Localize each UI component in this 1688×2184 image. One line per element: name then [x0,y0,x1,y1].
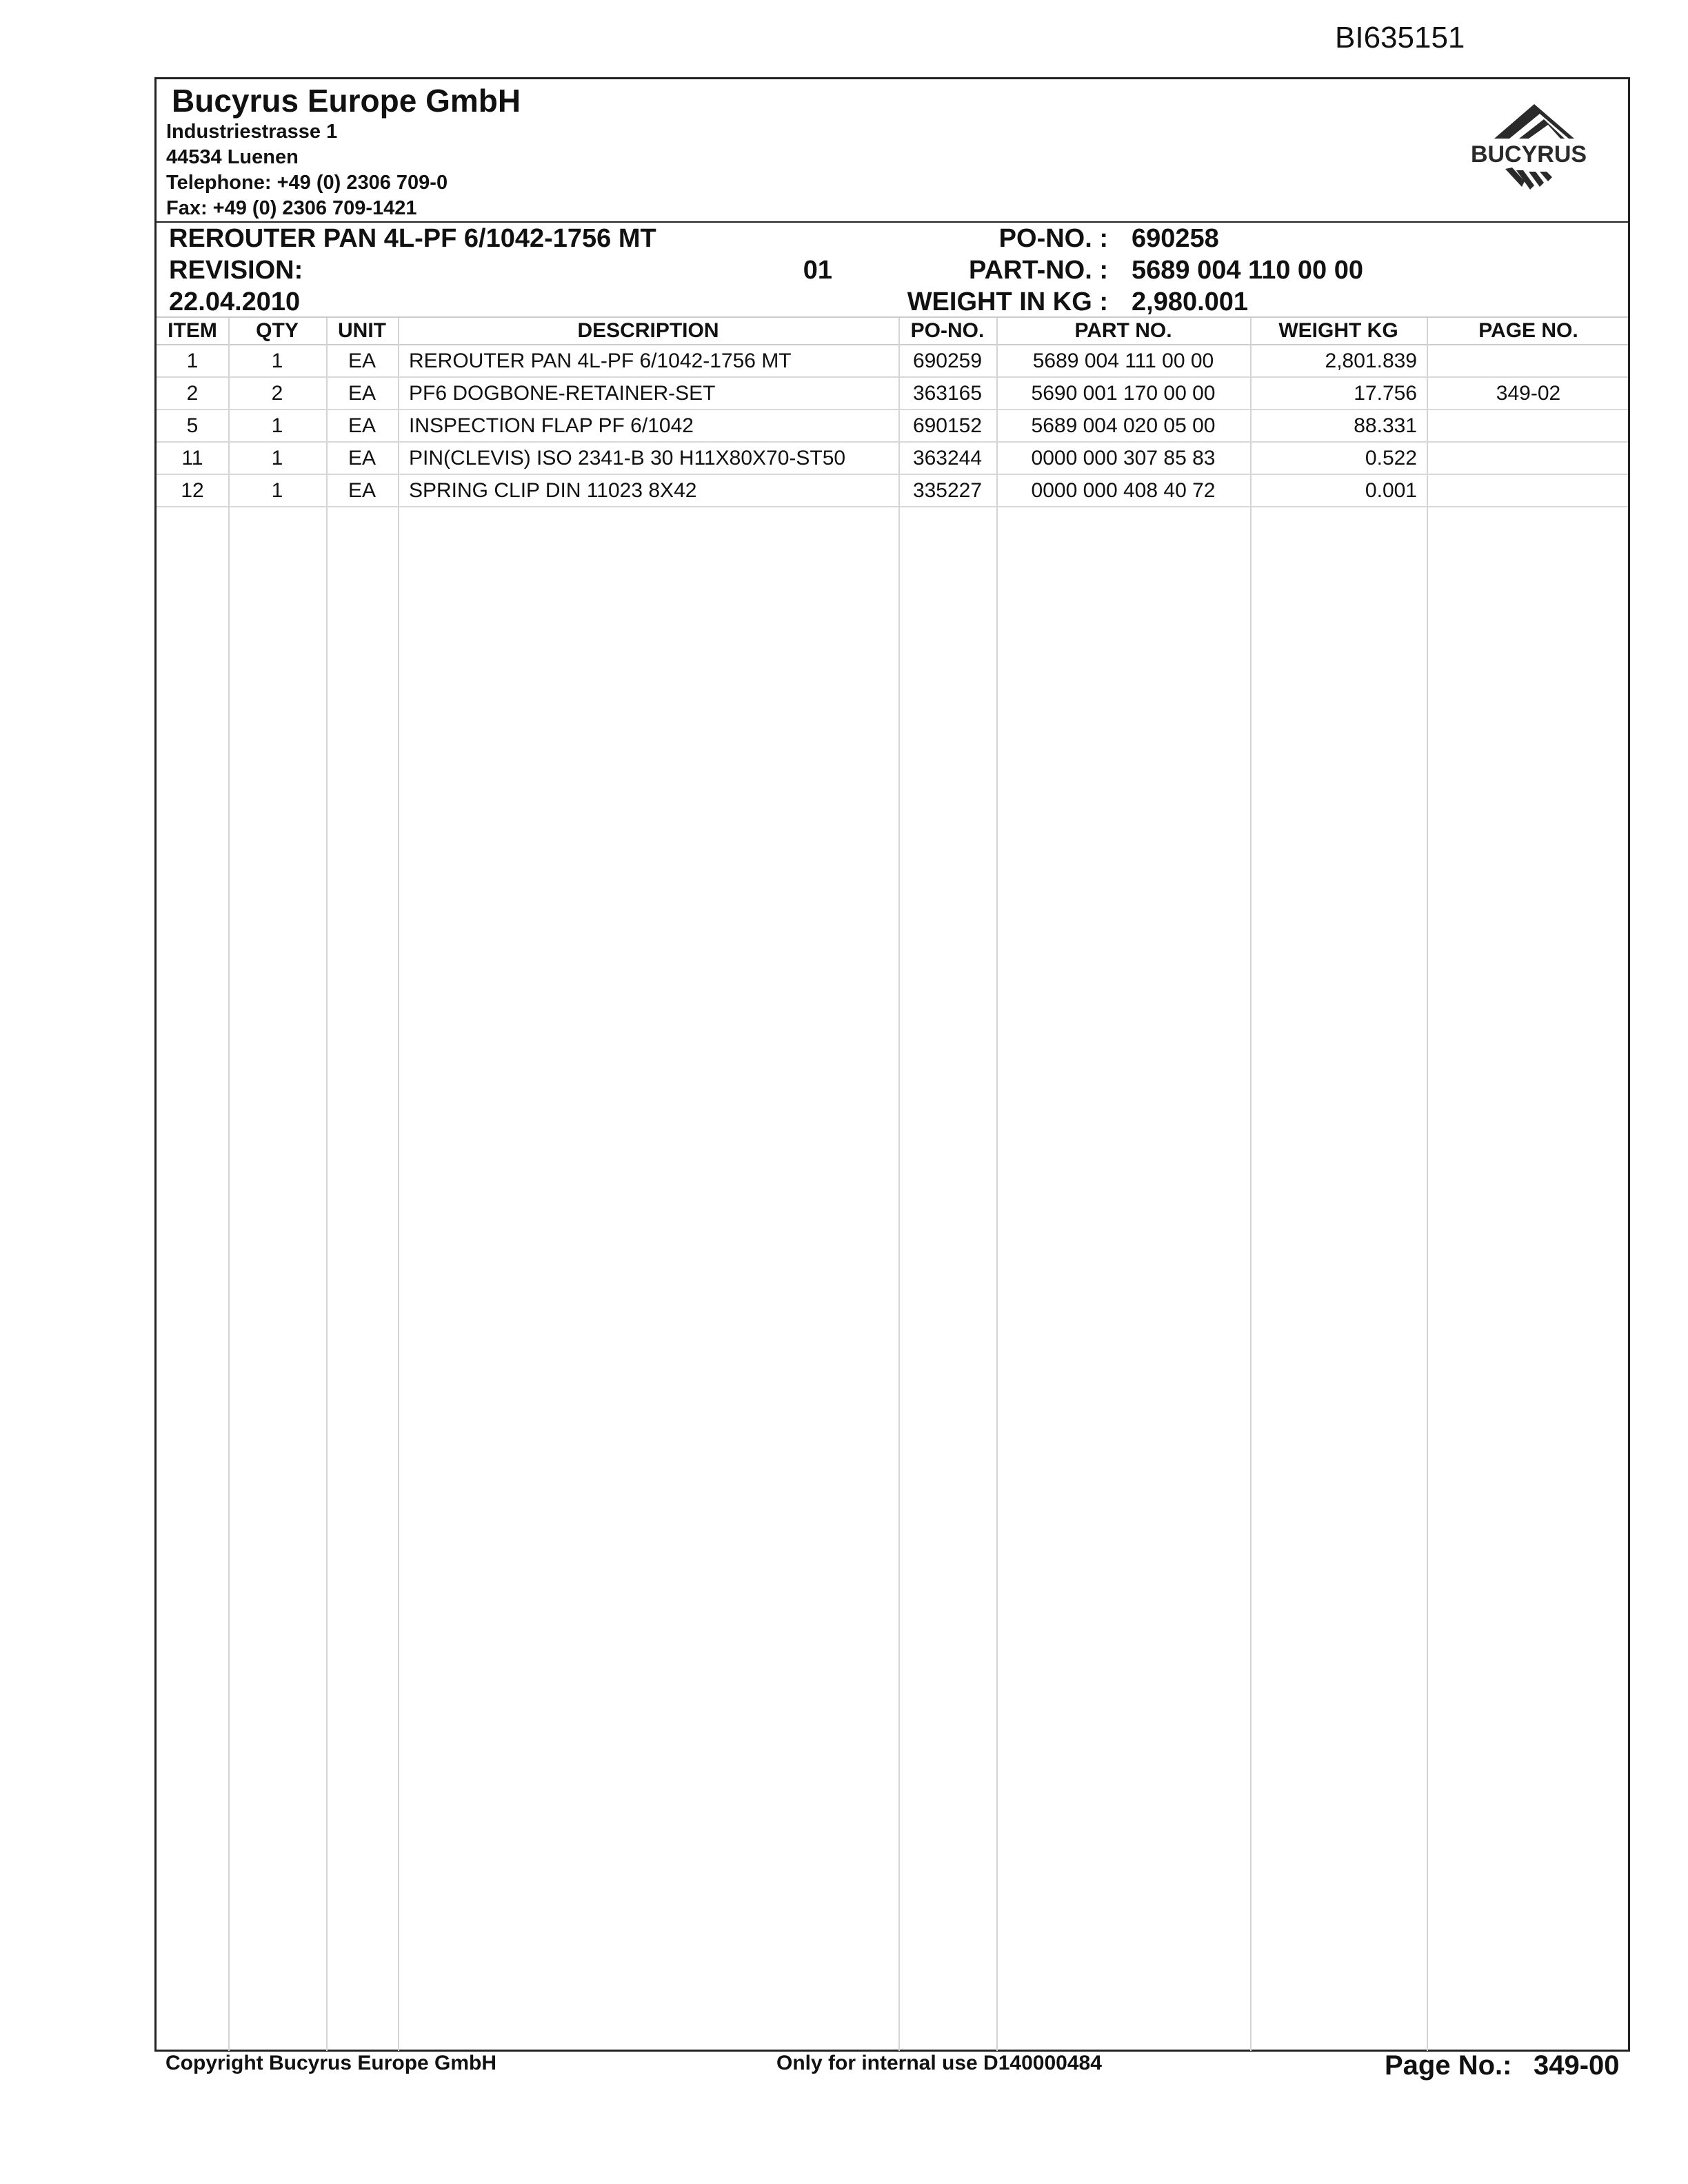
table-row [157,443,1628,475]
revision-label: REVISION: [169,256,303,285]
cell-qty: 1 [271,447,283,469]
cell-item: 1 [186,350,199,372]
cell-unit: EA [348,350,376,372]
cell-po: 690152 [912,414,983,437]
cell-qty: 2 [271,382,283,405]
cell-weight: 0.522 [1365,447,1417,469]
column-divider [398,318,399,2051]
cell-part: 0000 000 307 85 83 [1031,447,1216,469]
cell-part: 0000 000 408 40 72 [1031,479,1216,502]
footer-internal-use: Only for internal use D140000484 [776,2052,1102,2074]
table-row [157,345,1628,378]
company-header [157,79,1628,223]
col-part-header: PART NO. [1074,319,1172,342]
cell-item: 2 [186,382,199,405]
col-qty-header: QTY [256,319,299,342]
cell-part: 5689 004 111 00 00 [1032,350,1214,372]
column-divider [326,318,328,2051]
cell-weight: 88.331 [1354,414,1417,437]
cell-item: 12 [181,479,204,502]
part-label: PART-NO. : [969,256,1108,285]
weight-value: 2,980.001 [1132,287,1249,316]
column-divider [228,318,230,2051]
cell-item: 5 [186,414,199,437]
document-date: 22.04.2010 [169,287,301,316]
cell-description: SPRING CLIP DIN 11023 8X42 [409,479,697,502]
revision-value: 01 [803,256,832,285]
cell-unit: EA [348,447,376,469]
cell-page: 349-02 [1496,382,1561,405]
cell-qty: 1 [271,350,283,372]
cell-weight: 17.756 [1354,382,1417,405]
cell-weight: 2,801.839 [1325,350,1417,372]
cell-description: REROUTER PAN 4L-PF 6/1042-1756 MT [409,350,792,372]
company-name: Bucyrus Europe GmbH [172,83,521,119]
company-street: Industriestrasse 1 [166,121,338,143]
footer-page-number: 349-00 [1534,2050,1620,2081]
table-header [157,318,1628,345]
title-block [157,223,1628,318]
col-item-header: ITEM [168,319,217,342]
company-telephone: Telephone: +49 (0) 2306 709-0 [166,172,448,194]
cell-unit: EA [348,382,376,405]
col-weight-header: WEIGHT KG [1278,319,1398,342]
column-divider [1250,318,1252,2051]
footer-page-label: Page No.: [1385,2050,1512,2081]
column-divider [898,318,900,2051]
cell-unit: EA [348,479,376,502]
cell-description: INSPECTION FLAP PF 6/1042 [409,414,694,437]
col-unit-header: UNIT [338,319,386,342]
parts-list-frame [154,77,1630,2052]
cell-unit: EA [348,414,376,437]
weight-label: WEIGHT IN KG : [907,287,1108,316]
cell-po: 363165 [912,382,983,405]
table-row [157,475,1628,507]
cell-po: 363244 [912,447,983,469]
company-city: 44534 Luenen [166,146,299,168]
column-divider [1427,318,1428,2051]
col-page-header: PAGE NO. [1478,319,1578,342]
bucyrus-logo [1453,104,1605,201]
footer-copyright: Copyright Bucyrus Europe GmbH [165,2052,497,2074]
cell-description: PF6 DOGBONE-RETAINER-SET [409,382,716,405]
po-value: 690258 [1132,224,1219,253]
col-po-header: PO-NO. [910,319,985,342]
cell-part: 5690 001 170 00 00 [1031,382,1216,405]
col-description-header: DESCRIPTION [577,319,719,342]
table-row [157,410,1628,443]
company-fax: Fax: +49 (0) 2306 709-1421 [166,197,417,219]
document-id: BI635151 [1335,21,1465,54]
cell-qty: 1 [271,414,283,437]
po-label: PO-NO. : [998,224,1108,253]
part-value: 5689 004 110 00 00 [1132,256,1364,285]
cell-item: 11 [181,447,203,469]
cell-po: 690259 [912,350,983,372]
cell-qty: 1 [271,479,283,502]
assembly-title: REROUTER PAN 4L-PF 6/1042-1756 MT [169,224,656,253]
table-row [157,378,1628,410]
logo-wordmark: BUCYRUS [1470,141,1587,168]
cell-part: 5689 004 020 05 00 [1031,414,1216,437]
cell-description: PIN(CLEVIS) ISO 2341-B 30 H11X80X70-ST50 [409,447,846,469]
cell-po: 335227 [912,479,983,502]
cell-weight: 0.001 [1365,479,1417,502]
column-divider [996,318,998,2051]
